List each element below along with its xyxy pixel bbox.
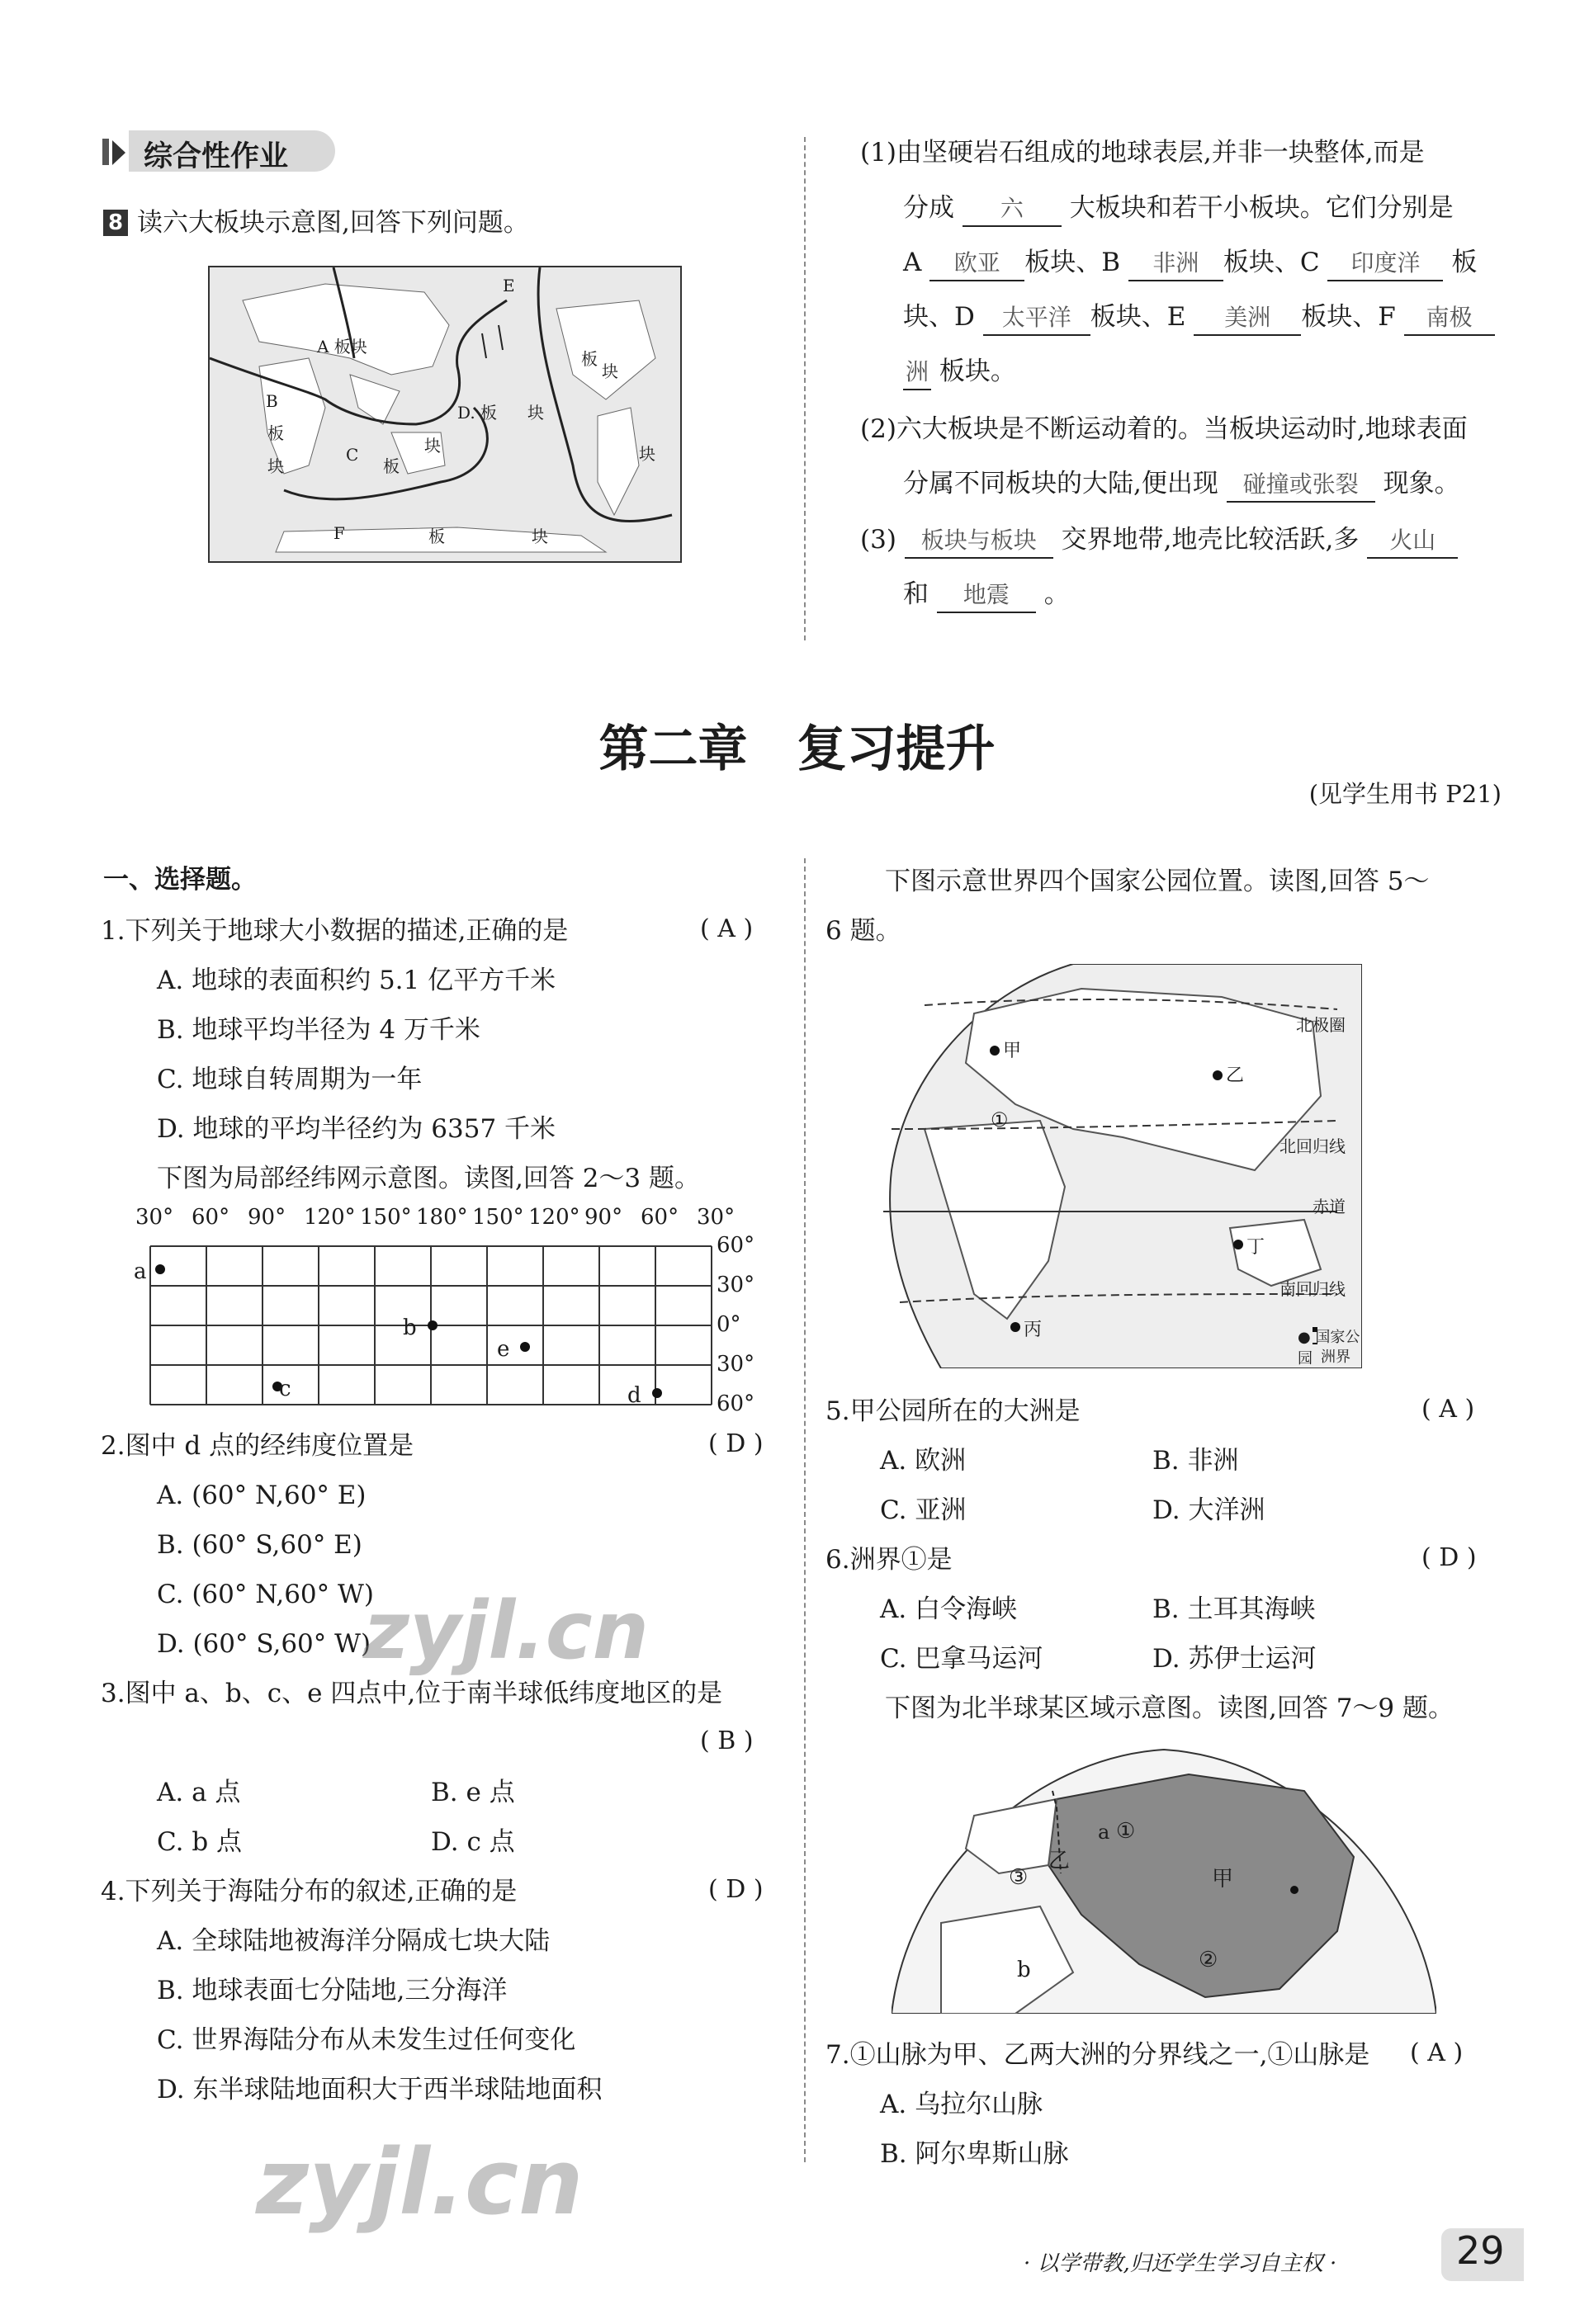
national-park-map — [875, 964, 1362, 1368]
grid-longitude-label: 30° — [697, 1205, 736, 1230]
answer-blank: 地震 — [937, 579, 1036, 613]
plate-label-b: B — [266, 391, 278, 411]
grid-point-label: d — [627, 1383, 641, 1408]
map3-label-2: ② — [1199, 1948, 1218, 1972]
q8-p1-line4: 块、D 太平洋 板块、E 美洲 板块、F 南极 — [903, 300, 1495, 336]
plate-label-c: C — [346, 445, 359, 465]
intro-7-9: 下图为北半球某区域示意图。读图,回答 7～9 题。 — [885, 1693, 1454, 1723]
q3-stem: 3.图中 a、b、c、e 四点中,位于南半球低纬度地区的是 — [101, 1679, 723, 1708]
grid-longitude-label: 30° — [135, 1205, 174, 1230]
q4-option: D. 东半球陆地面积大于西半球陆地面积 — [157, 2075, 603, 2104]
grid-point-label: b — [403, 1316, 417, 1340]
map3-label-yi: 乙 — [1048, 1849, 1071, 1873]
section-tag-title: 综合性作业 — [144, 140, 289, 173]
grid-svg — [149, 1245, 726, 1443]
q8-p2-line1: (2)六大板块是不断运动着的。当板块运动时,地球表面 — [860, 414, 1468, 444]
answer-blank: 六 — [963, 192, 1062, 227]
q2-option: B. (60° S,60° E) — [157, 1530, 362, 1560]
map2-label-jia: 甲 — [1003, 1041, 1022, 1061]
answer-blank: 洲 — [903, 356, 931, 390]
plate-label-e4: 块 — [639, 444, 655, 464]
plate-label-f: F — [333, 523, 345, 543]
northern-hemisphere-map — [892, 1741, 1436, 2014]
map2-legend-park: ● 国家公园 — [1298, 1329, 1360, 1367]
plate-label-c2: 板 — [383, 456, 400, 476]
grid-latitude-label: 30° — [717, 1273, 755, 1297]
q2-answer: ( D ) — [708, 1429, 764, 1458]
grid-longitude-label: 60° — [641, 1205, 679, 1230]
grid-point-d — [652, 1388, 662, 1398]
plate-map — [208, 266, 682, 563]
q5-option: D. 大洋洲 — [1152, 1495, 1265, 1525]
grid-point-e — [520, 1342, 530, 1352]
plate-label-a: A 板块 — [317, 337, 367, 357]
q1-stem: 1.下列关于地球大小数据的描述,正确的是 — [101, 916, 569, 946]
q4-stem: 4.下列关于海陆分布的叙述,正确的是 — [101, 1877, 518, 1906]
q2-option: D. (60° S,60° W) — [157, 1629, 371, 1659]
grid-point-a — [155, 1264, 165, 1274]
footer-slogan: · 以学带教,归还学生学习自主权 · — [1024, 2251, 1337, 2276]
grid-point-label: e — [497, 1337, 510, 1362]
map3-label-1: ① — [1116, 1819, 1136, 1844]
q8-p3-line2: 和 地震 。 — [903, 578, 1070, 613]
answer-blank: 美洲 — [1194, 301, 1301, 336]
grid-latitude-label: 0° — [717, 1312, 741, 1337]
q3-option: B. e 点 — [431, 1778, 515, 1807]
grid-figure — [124, 1205, 755, 1416]
answer-blank: 南极 — [1404, 301, 1495, 336]
q7-option: A. 乌拉尔山脉 — [880, 2090, 1043, 2119]
q4-option: B. 地球表面七分陆地,三分海洋 — [157, 1976, 508, 2005]
q5-option: B. 非洲 — [1152, 1446, 1239, 1476]
map2-label-arctic: 北极圈 — [1296, 1015, 1346, 1035]
plate-label-f2: 板 — [428, 527, 445, 546]
q4-option: C. 世界海陆分布从未发生过任何变化 — [157, 2025, 576, 2055]
q4-answer: ( D ) — [708, 1875, 764, 1904]
q6-option: C. 巴拿马运河 — [880, 1644, 1043, 1674]
grid-longitude-label: 90° — [584, 1205, 623, 1230]
map3-label-3: ③ — [1009, 1865, 1029, 1890]
watermark: zyjl.cn — [363, 1585, 649, 1677]
plate-label-d: D. 板 — [457, 403, 498, 423]
q5-option: A. 欧洲 — [880, 1446, 967, 1476]
grid-lines — [149, 1245, 710, 1434]
q6-answer: ( D ) — [1421, 1543, 1477, 1572]
answer-blank: 欧亚 — [929, 247, 1024, 281]
q6-stem: 6.洲界①是 — [825, 1545, 953, 1575]
q1-option: D. 地球的平均半径约为 6357 千米 — [157, 1114, 556, 1144]
grid-latitude-label: 60° — [717, 1233, 755, 1258]
plate-label-e: E — [503, 276, 515, 295]
intro-5-6-line2: 6 题。 — [825, 916, 901, 946]
answer-blank: 板块与板块 — [905, 524, 1053, 559]
q8-p3-line1: (3) 板块与板块 交界地带,地壳比较活跃,多 火山 — [860, 523, 1458, 559]
q5-answer: ( A ) — [1421, 1395, 1475, 1424]
q7-answer: ( A ) — [1410, 2038, 1464, 2067]
grid-longitude-label: 150° — [360, 1205, 412, 1230]
q8-p1-line1: (1)由坚硬岩石组成的地球表层,并非一块整体,而是 — [860, 138, 1425, 168]
q4-option: A. 全球陆地被海洋分隔成七块大陆 — [157, 1926, 551, 1956]
q1-answer: ( A ) — [700, 914, 754, 943]
grid-longitude-label: 60° — [192, 1205, 230, 1230]
answer-blank: 火山 — [1367, 524, 1458, 559]
q3-option: A. a 点 — [157, 1778, 241, 1807]
plate-label-d2: 块 — [527, 403, 544, 423]
map2-label-tropic-cancer: 北回归线 — [1279, 1136, 1346, 1156]
plate-label-c3: 块 — [424, 436, 441, 456]
map2-label-equator: 赤道 — [1313, 1197, 1346, 1216]
answer-blank: 印度洋 — [1327, 247, 1443, 281]
q2-stem: 2.图中 d 点的经纬度位置是 — [101, 1431, 414, 1461]
grid-longitude-label: 120° — [528, 1205, 580, 1230]
q2-option: C. (60° N,60° W) — [157, 1580, 374, 1609]
page-number: 29 — [1456, 2228, 1505, 2273]
chapter-title: 第二章 复习提升 — [598, 720, 996, 778]
map2-label-ding: 丁 — [1246, 1237, 1265, 1258]
section-tag — [101, 130, 336, 175]
q8-p1-line3: A 欧亚 板块、B 非洲 板块、C 印度洋 板 — [903, 246, 1477, 281]
column-divider-bottom — [804, 858, 806, 2162]
q2-option: A. (60° N,60° E) — [157, 1481, 367, 1510]
answer-blank: 非洲 — [1128, 247, 1223, 281]
grid-longitude-label: 180° — [416, 1205, 468, 1230]
q6-option: A. 白令海峡 — [880, 1594, 1018, 1624]
q6-option: B. 土耳其海峡 — [1152, 1594, 1316, 1624]
q1-option: A. 地球的表面积约 5.1 亿平方千米 — [157, 966, 556, 995]
grid-longitude-label: 120° — [304, 1205, 356, 1230]
plate-label-e3: 块 — [602, 361, 618, 381]
q3-answer: ( B ) — [700, 1726, 754, 1755]
grid-latitude-label: 60° — [717, 1391, 755, 1416]
intro-5-6-line1: 下图示意世界四个国家公园位置。读图,回答 5～ — [885, 867, 1430, 896]
map2-label-tropic-capricorn: 南回归线 — [1279, 1279, 1346, 1299]
q8-number-badge: 8 — [103, 210, 128, 236]
chapter-ref: (见学生用书 P21) — [1308, 780, 1502, 808]
grid-point-label: c — [279, 1377, 291, 1401]
q8-p1-line5: 洲 板块。 — [903, 355, 1016, 390]
grid-point-label: a — [134, 1259, 147, 1284]
q8-p1-line2: 分成 六 大板块和若干小板块。它们分别是 — [903, 191, 1454, 227]
grid-longitude-label: 150° — [472, 1205, 524, 1230]
grid-point-b — [428, 1320, 438, 1330]
plate-label-f3: 块 — [532, 527, 548, 546]
northern-hemisphere-map-svg — [892, 1741, 1436, 2014]
plate-label-b2: 板 — [267, 423, 284, 443]
column-divider-top — [804, 137, 806, 640]
national-park-map-svg — [875, 964, 1362, 1368]
q1-option: B. 地球平均半径为 4 万千米 — [157, 1015, 480, 1045]
map3-label-b: b — [1017, 1958, 1031, 1982]
map2-label-boundary-1: ① — [991, 1108, 1009, 1131]
q3-option: D. c 点 — [431, 1827, 515, 1857]
answer-blank: 太平洋 — [983, 301, 1090, 336]
section-choice-heading: 一、选择题。 — [103, 865, 257, 895]
q3-option: C. b 点 — [157, 1827, 243, 1857]
q8-p2-line2: 分属不同板块的大陆,便出现 碰撞或张裂 现象。 — [903, 467, 1460, 503]
grid-longitude-label: 90° — [248, 1205, 286, 1230]
q8-stem: 读六大板块示意图,回答下列问题。 — [137, 208, 529, 238]
map3-label-a: a — [1098, 1821, 1110, 1844]
map2-legend-boundary: 洲界 — [1321, 1349, 1350, 1366]
plate-label-b3: 块 — [267, 456, 284, 476]
map2-label-bing: 丙 — [1024, 1320, 1043, 1340]
q7-option: B. 阿尔卑斯山脉 — [880, 2139, 1069, 2169]
map3-label-jia: 甲 — [1212, 1867, 1234, 1892]
q7-stem: 7.①山脉为甲、乙两大洲的分界线之一,①山脉是 — [825, 2040, 1370, 2070]
plate-map-svg — [210, 267, 680, 561]
q6-option: D. 苏伊士运河 — [1152, 1644, 1317, 1674]
grid-latitude-label: 30° — [717, 1352, 755, 1377]
watermark: zyjl.cn — [256, 2129, 584, 2235]
map2-label-yi: 乙 — [1226, 1065, 1245, 1086]
q5-stem: 5.甲公园所在的大洲是 — [825, 1396, 1081, 1426]
plate-label-e2: 板 — [581, 349, 598, 369]
answer-blank: 碰撞或张裂 — [1227, 468, 1375, 503]
q5-option: C. 亚洲 — [880, 1495, 967, 1525]
grid-intro: 下图为局部经纬网示意图。读图,回答 2～3 题。 — [157, 1164, 701, 1193]
q1-option: C. 地球自转周期为一年 — [157, 1065, 423, 1094]
